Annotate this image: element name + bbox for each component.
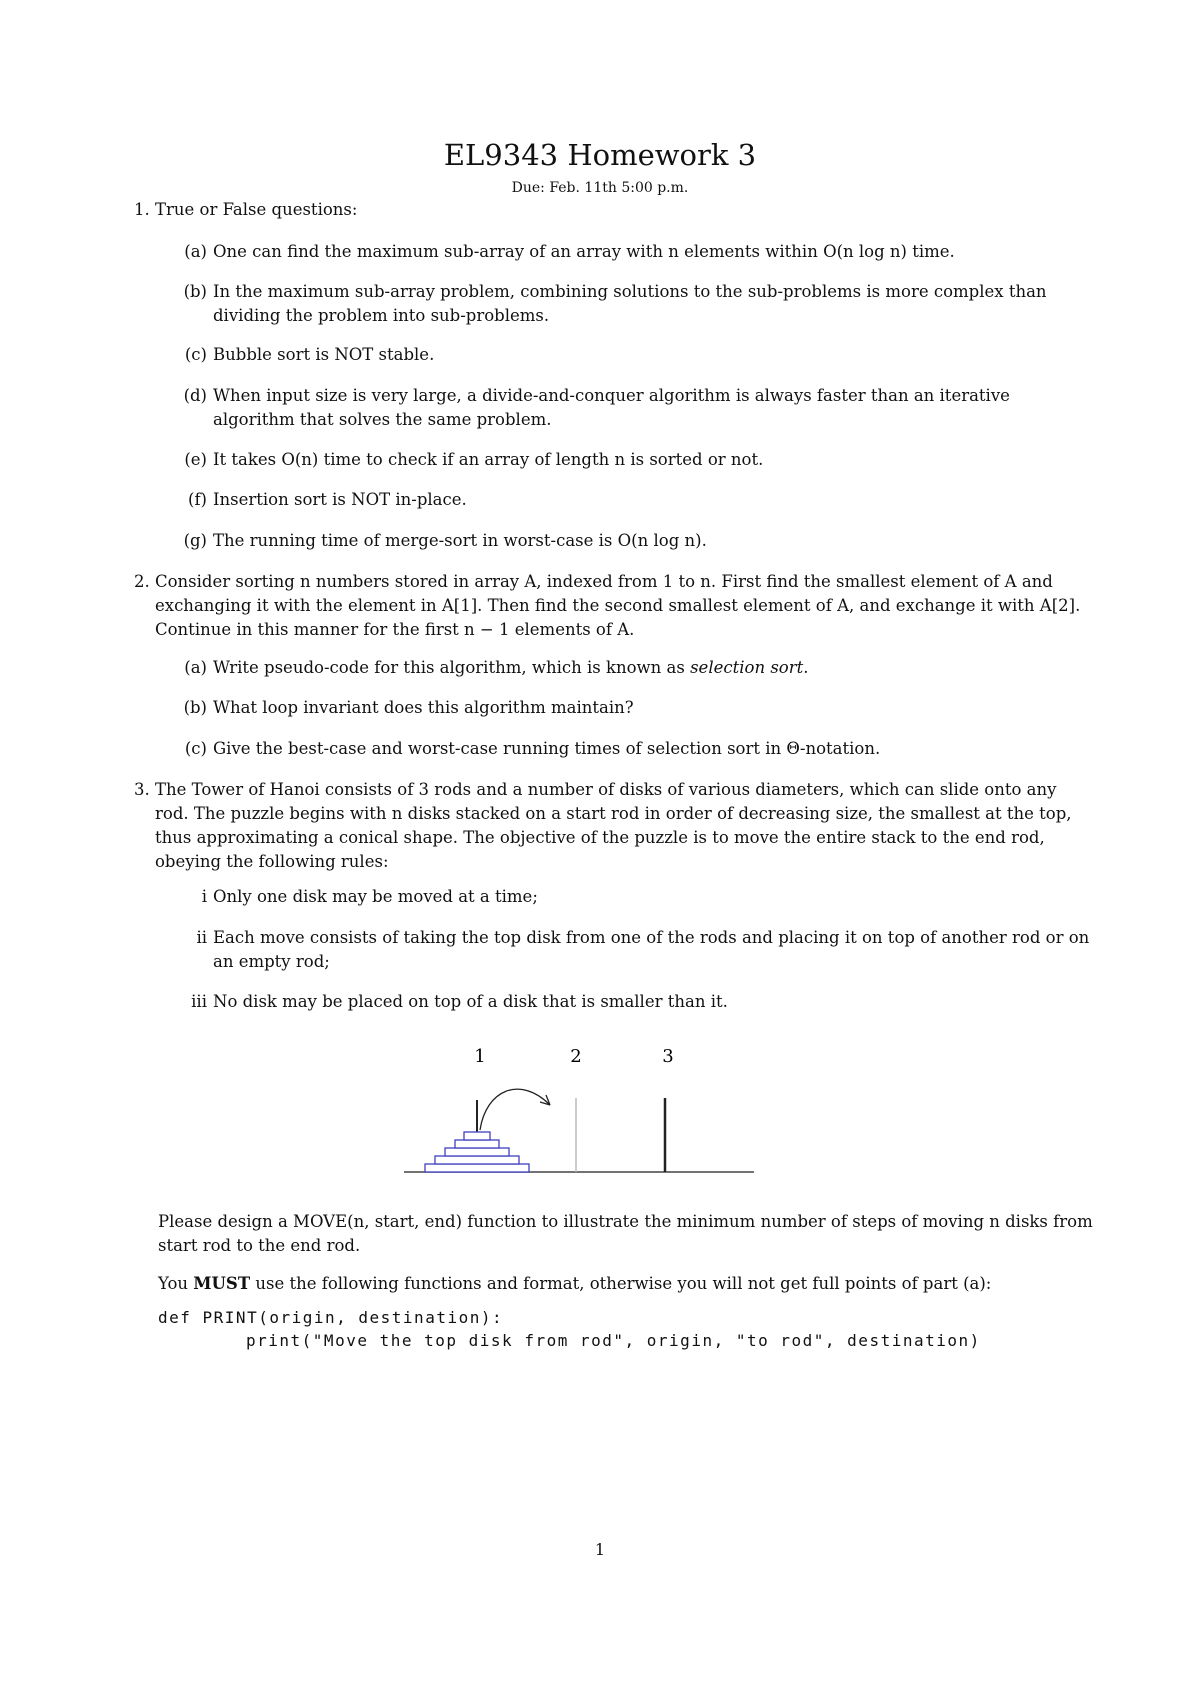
question-number: 1. <box>134 200 150 219</box>
rule-label: i <box>201 887 207 906</box>
item-text: Insertion sort is NOT in-place. <box>213 490 467 509</box>
move-arrow <box>480 1089 550 1130</box>
question-3 <box>134 778 1090 874</box>
question-number: 2. <box>134 572 150 591</box>
rule-text: Each move consists of taking the top disk from one of the rods and placing it on top of another rod or on an empty rod; <box>213 928 1090 971</box>
item-label: (f) <box>188 490 207 509</box>
must-bold: MUST <box>193 1274 251 1293</box>
q1-item-a <box>184 240 1090 264</box>
question-2 <box>134 570 1090 642</box>
item-text: When input size is very large, a divide-and-conquer algorithm is always faster than an iterative algorithm that solves the same problem. <box>213 386 1010 429</box>
q3-rule-i <box>201 885 1090 909</box>
must-post: use the following functions and format, otherwise you will not get full points of part (a): <box>250 1274 992 1293</box>
disk-2 <box>455 1140 499 1148</box>
rod-label-3: 3 <box>662 1046 674 1067</box>
item-text: In the maximum sub-array problem, combining solutions to the sub-problems is more complex than dividing the problem into sub-problems. <box>213 282 1047 325</box>
q2-item-b <box>183 696 1090 720</box>
code-line-def: def PRINT(origin, destination): <box>158 1308 504 1327</box>
item-text: Write pseudo-code for this algorithm, which is known as <box>213 658 691 677</box>
rule-label: ii <box>196 928 207 947</box>
item-text: What loop invariant does this algorithm maintain? <box>213 698 634 717</box>
question-intro: The Tower of Hanoi consists of 3 rods and a number of disks of various diameters, which can slide onto any rod. The puzzle begins with n disks stacked on a start rod in order of decreasing size, the smallest at the top, thus approximating a conical shape. The objective of the puzzle is to move the entire stack to the end rod, obeying the following rules: <box>155 780 1072 871</box>
page-number: 1 <box>594 1540 606 1559</box>
q1-item-f <box>188 488 1090 512</box>
question-1 <box>134 198 1090 222</box>
disk-5 <box>425 1164 529 1172</box>
disk-3 <box>445 1148 509 1156</box>
q3-rule-iii <box>191 990 1090 1014</box>
item-text: Bubble sort is NOT stable. <box>213 345 435 364</box>
item-label: (g) <box>183 531 207 550</box>
item-label: (a) <box>184 242 207 261</box>
item-text: Give the best-case and worst-case running times of selection sort in Θ-notation. <box>213 739 881 758</box>
page-title: EL9343 Homework 3 <box>443 138 757 172</box>
item-text: It takes O(n) time to check if an array of length n is sorted or not. <box>213 450 764 469</box>
item-label: (e) <box>184 450 207 469</box>
question-number: 3. <box>134 780 150 799</box>
q1-item-e <box>184 448 1090 472</box>
rule-text: No disk may be placed on top of a disk that is smaller than it. <box>213 992 728 1011</box>
rule-label: iii <box>191 992 207 1011</box>
question-intro: True or False questions: <box>155 200 358 219</box>
rod-label-2: 2 <box>570 1046 582 1067</box>
item-emphasis: selection sort <box>690 658 804 677</box>
q2-item-c <box>184 737 1090 761</box>
due-date: Due: Feb. 11th 5:00 p.m. <box>511 180 689 196</box>
q1-item-b <box>183 280 1090 328</box>
item-label: (d) <box>183 386 207 405</box>
item-label: (b) <box>183 698 207 717</box>
item-label: (c) <box>184 345 207 364</box>
q2-item-a <box>184 656 1090 680</box>
disk-1 <box>464 1132 490 1140</box>
item-label: (b) <box>183 282 207 301</box>
design-instruction: Please design a MOVE(n, start, end) function to illustrate the minimum number of steps of moving n disks from start rod to the end rod. <box>158 1212 1093 1255</box>
must-instruction <box>158 1272 1093 1296</box>
item-tail: . <box>803 658 809 677</box>
item-label: (a) <box>184 658 207 677</box>
q3-rule-ii <box>196 926 1090 974</box>
must-pre: You <box>158 1274 194 1293</box>
disk-4 <box>435 1156 519 1164</box>
question-intro: Consider sorting n numbers stored in array A, indexed from 1 to n. First find the smallest element of A and exchanging it with the element in A[1]. Then find the second smallest element of A, and exchange it with A[2]. Continue in this manner for the first n − 1 elements of A. <box>155 572 1081 639</box>
q1-item-g <box>183 529 1090 553</box>
item-label: (c) <box>184 739 207 758</box>
item-text: One can find the maximum sub-array of an array with n elements within O(n log n) time. <box>213 242 955 261</box>
q1-item-c <box>184 343 1090 367</box>
q1-item-d <box>183 384 1090 432</box>
tower-of-hanoi-figure <box>400 1030 760 1180</box>
code-line-print: print("Move the top disk from rod", origin, "to rod", destination) <box>246 1331 981 1350</box>
item-text: The running time of merge-sort in worst-case is O(n log n). <box>213 531 707 550</box>
rod-label-1: 1 <box>474 1046 486 1067</box>
rule-text: Only one disk may be moved at a time; <box>213 887 538 906</box>
